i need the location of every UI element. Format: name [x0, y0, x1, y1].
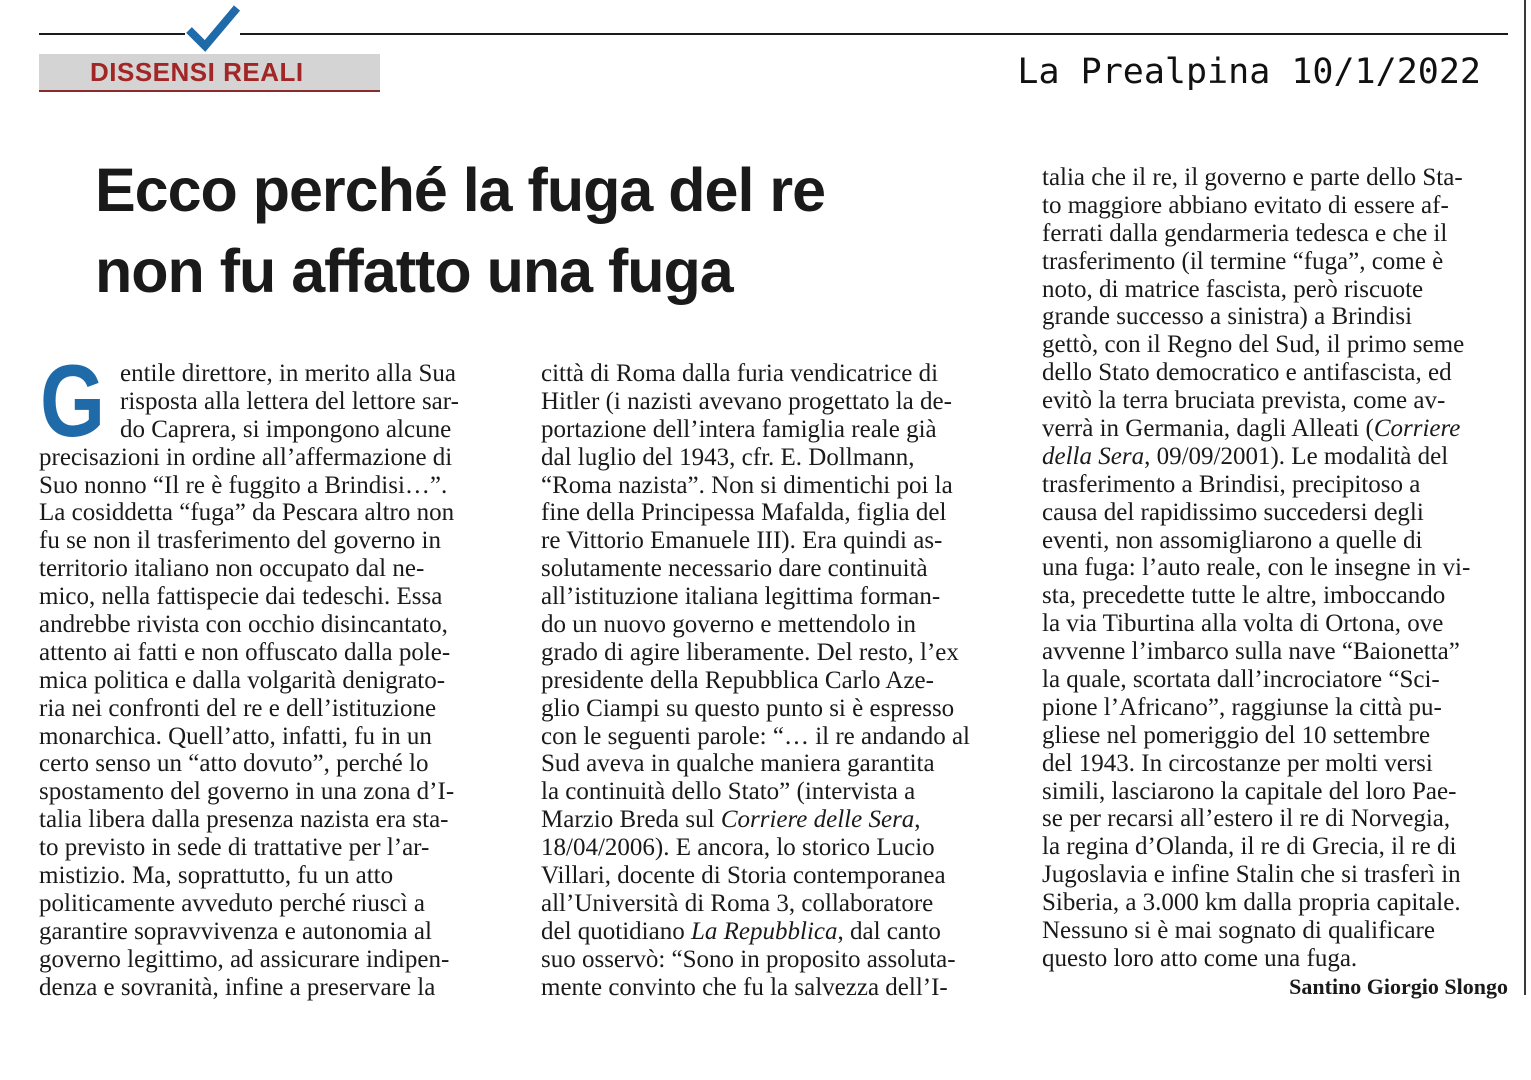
article-line: con le seguenti parole: “… il re andando al — [541, 722, 971, 750]
article-line: mico, nella fattispecie dai tedeschi. Essa — [39, 583, 443, 611]
article-line: talia libera dalla presenza nazista era sta- — [39, 806, 449, 834]
article-line: mistizio. Ma, soprattutto, fu un atto — [39, 862, 394, 890]
article-line: portazione dell’intera famiglia reale già — [541, 415, 937, 443]
article-column-2 — [541, 360, 1011, 1001]
article-line: do un nuovo governo e mettendolo in — [541, 611, 916, 639]
article-line: dal luglio del 1943, cfr. E. Dollmann, — [541, 443, 915, 471]
article-line: Suo nonno “Il re è fuggito a Brindisi…”. — [39, 471, 448, 499]
article-line: Jugoslavia e infine Stalin che si trasferì in — [1042, 861, 1461, 889]
article-line: attento ai fatti e non offuscato dalla pole- — [39, 638, 451, 666]
article-line: “Roma nazista”. Non si dimentichi poi la — [541, 471, 953, 499]
article-line: solutamente necessario dare continuità — [541, 555, 928, 583]
article-line: città di Roma dalla furia vendicatrice di — [541, 360, 939, 387]
article-line: della Sera, 09/09/2001). Le modalità del — [1042, 442, 1449, 470]
article-line: garantire sopravvivenza e autonomia al — [39, 917, 432, 945]
article-line: entile direttore, in merito alla Sua — [120, 360, 456, 387]
article-line: sta, precedette tutte le altre, imboccando — [1042, 582, 1446, 610]
article-line: Hitler (i nazisti avevano progettato la de- — [541, 387, 952, 415]
drop-cap: G — [40, 344, 106, 458]
article-line: andrebbe rivista con occhio disincantato, — [39, 611, 448, 639]
article-line: verrà in Germania, dagli Alleati (Corriere — [1042, 415, 1461, 443]
article-line: do Caprera, si impongono alcune — [120, 415, 452, 443]
article-line: gettò, con il Regno del Sud, il primo seme — [1042, 331, 1465, 359]
article-line: politicamente avveduto perché riuscì a — [39, 889, 425, 917]
article-line: Sud aveva in qualche maniera garantita — [541, 750, 935, 778]
article-line: territorio italiano non occupato dal ne- — [39, 555, 425, 583]
article-line: Marzio Breda sul Corriere delle Sera, — [541, 806, 921, 834]
article-line: suo osservò: “Sono in proposito assoluta- — [541, 945, 956, 973]
article-line: Nessuno si è mai sognato di qualificare — [1042, 917, 1435, 945]
article-line: mica politica e dalla volgarità denigrato- — [39, 666, 446, 694]
article-line: risposta alla lettera del lettore sar- — [120, 387, 459, 415]
article-line: Siberia, a 3.000 km dalla propria capitale. — [1042, 889, 1461, 917]
article-line: avvenne l’imbarco sulla nave “Baionetta” — [1042, 638, 1460, 666]
article-column-3 — [1042, 164, 1512, 973]
checkmark-icon — [185, 4, 241, 52]
article-line: all’Università di Roma 3, collaboratore — [541, 889, 934, 917]
masthead-date: La Prealpina 10/1/2022 — [1017, 52, 1481, 92]
article-line: trasferimento (il termine “fuga”, come è — [1042, 247, 1444, 275]
header-rule-left — [39, 33, 185, 35]
article-line: grande successo a sinistra) a Brindisi — [1042, 303, 1413, 331]
article-line: la continuità dello Stato” (intervista a — [541, 778, 916, 806]
article-line: trasferimento a Brindisi, precipitoso a — [1042, 470, 1421, 498]
article-line: se per recarsi all’estero il re di Norvegia, — [1042, 805, 1451, 833]
article-line: to previsto in sede di trattative per l’ar- — [39, 834, 430, 862]
article-line: spostamento del governo in una zona d’I- — [39, 778, 455, 806]
article-line: del 1943. In circostanze per molti versi — [1042, 749, 1433, 777]
article-line: La cosiddetta “fuga” da Pescara altro non — [39, 499, 455, 527]
article-line: presidente della Repubblica Carlo Aze- — [541, 666, 934, 694]
article-line: fu se non il trasferimento del governo in — [39, 527, 441, 555]
header-rule-right — [240, 33, 1508, 35]
headline — [95, 150, 1015, 312]
article-line: gliese nel pomeriggio del 10 settembre — [1042, 721, 1431, 749]
article-line: Villari, docente di Storia contemporanea — [541, 862, 946, 890]
article-line: 18/04/2006). E ancora, lo storico Lucio — [541, 834, 935, 862]
article-line: talia che il re, il governo e parte dello Sta- — [1042, 164, 1463, 191]
article-line: monarchica. Quell’atto, infatti, fu in un — [39, 722, 432, 750]
article-line: all’istituzione italiana legittima forman- — [541, 583, 941, 611]
article-line: grado di agire liberamente. Del resto, l’ex — [541, 638, 959, 666]
article-line: del quotidiano La Repubblica, dal canto — [541, 917, 941, 945]
article-line: re Vittorio Emanuele III). Era quindi as- — [541, 527, 943, 555]
article-line: to maggiore abbiano evitato di essere af- — [1042, 191, 1449, 219]
author-signature: Santino Giorgio Slongo — [1289, 974, 1508, 999]
section-label: DISSENSI REALI — [90, 57, 304, 87]
article-line: ferrati dalla gendarmeria tedesca e che il — [1042, 219, 1448, 247]
article-line: evitò la terra bruciata prevista, come av- — [1042, 387, 1446, 415]
article-line: dello Stato democratico e antifascista, ed — [1042, 359, 1452, 387]
article-line: fine della Principessa Mafalda, figlia del — [541, 499, 947, 527]
headline-line-1: Ecco perché la fuga del re — [95, 156, 826, 224]
page-edge-rule — [1524, 0, 1526, 995]
article-line: la quale, scortata dall’incrociatore “Sci- — [1042, 666, 1440, 694]
article-line: certo senso un “atto dovuto”, perché lo — [39, 750, 429, 778]
article-line: causa del rapidissimo succedersi degli — [1042, 498, 1424, 526]
article-line: precisazioni in ordine all’affermazione di — [39, 443, 453, 471]
article-line: la regina d’Olanda, il re di Grecia, il re di — [1042, 833, 1457, 861]
article-line: questo loro atto come una fuga. — [1042, 944, 1358, 972]
article-line: denza e sovranità, infine a preservare la — [39, 973, 436, 1001]
article-line: simili, lasciarono la capitale del loro Pae- — [1042, 777, 1457, 805]
headline-line-2: non fu affatto una fuga — [95, 237, 733, 305]
article-line: pione l’Africano”, raggiunse la città pu- — [1042, 693, 1442, 721]
article-line: la via Tiburtina alla volta di Ortona, ove — [1042, 610, 1444, 638]
article-line: ria nei confronti del re e dell’istituzione — [39, 694, 437, 722]
article-line: una fuga: l’auto reale, con le insegne in vi- — [1042, 554, 1471, 582]
section-label-box — [39, 54, 380, 92]
article-line: eventi, non assomigliarono a quelle di — [1042, 526, 1423, 554]
article-line: governo legittimo, ad assicurare indipen- — [39, 945, 450, 973]
article-line: glio Ciampi su questo punto si è espresso — [541, 694, 955, 722]
article-line: noto, di matrice fascista, però riscuote — [1042, 275, 1424, 303]
article-line: mente convinto che fu la salvezza dell’I- — [541, 973, 948, 1001]
article-column-1 — [39, 360, 509, 1001]
